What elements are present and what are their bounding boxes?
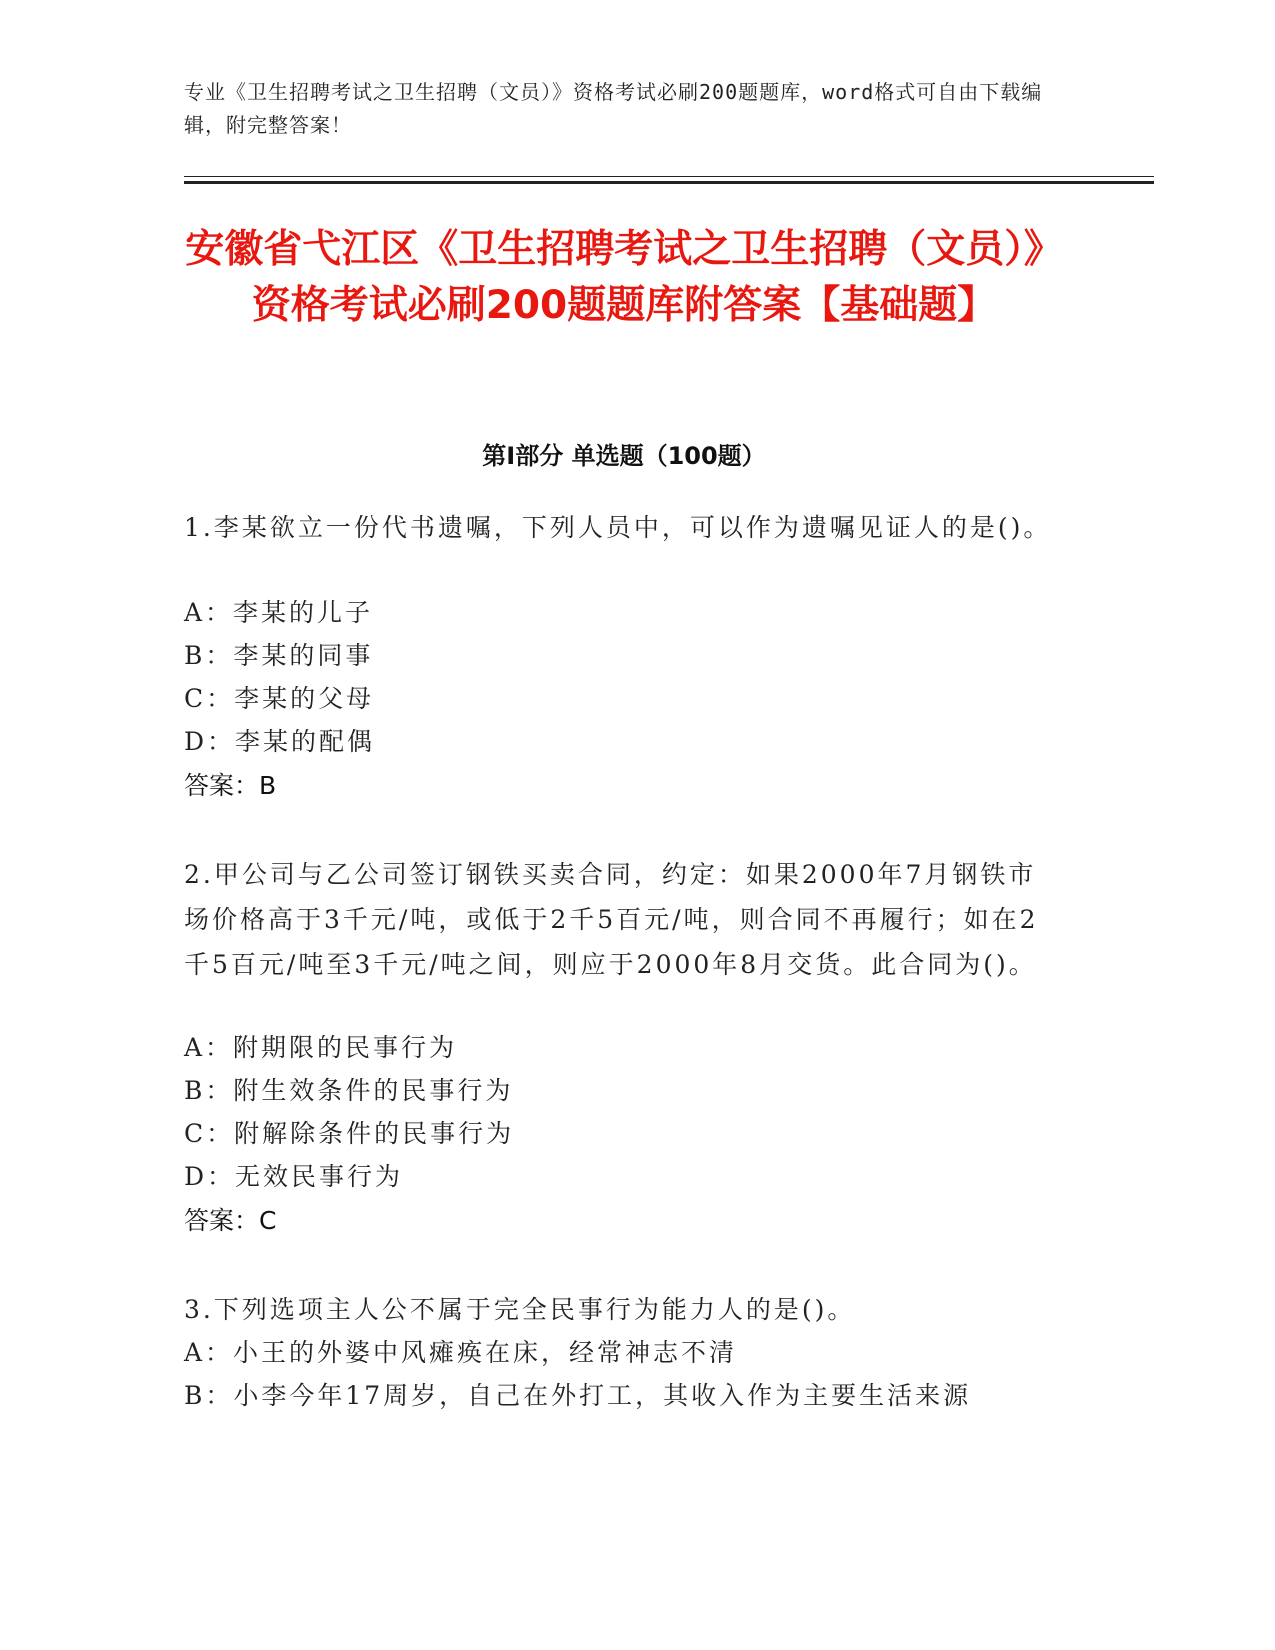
question-2-option-c: C：附解除条件的民事行为	[184, 1119, 515, 1148]
question-2-text: 2.甲公司与乙公司签订钢铁买卖合同，约定：如果2000年7月钢铁市场价格高于3千元/吨，或低于2千5百元/吨，则合同不再履行；如在2千5百元/吨至3千元/吨之间，则应于2000年8月交货。此合同为()。	[184, 860, 1039, 979]
document-title: 安徽省弋江区《卫生招聘考试之卫生招聘（文员）》资格考试必刷200题题库附答案【基础题】	[185, 227, 1063, 328]
header-divider-thin	[184, 176, 1154, 177]
header-note: 专业《卫生招聘考试之卫生招聘（文员）》资格考试必刷200题题库，word格式可自由下载编辑，附完整答案！	[184, 80, 1043, 137]
question-2-option-b: B：附生效条件的民事行为	[184, 1076, 514, 1105]
question-3-option-a: A：小王的外婆中风瘫痪在床，经常神志不清	[184, 1338, 738, 1367]
question-2-option-d: D：无效民事行为	[184, 1162, 404, 1191]
question-3-option-b: B：小李今年17周岁，自己在外打工，其收入作为主要生活来源	[184, 1381, 972, 1410]
question-1-option-d: D：李某的配偶	[184, 727, 376, 756]
section-heading: 第Ⅰ部分 单选题（100题）	[482, 442, 766, 470]
question-1-option-a: A：李某的儿子	[184, 598, 374, 627]
question-2-option-a: A：附期限的民事行为	[184, 1033, 458, 1062]
question-3-text: 3.下列选项主人公不属于完全民事行为能力人的是()。	[184, 1295, 856, 1324]
question-1-option-c: C：李某的父母	[184, 684, 375, 713]
header-divider-thick	[184, 181, 1154, 184]
question-1-text: 1.李某欲立一份代书遗嘱，下列人员中，可以作为遗嘱见证人的是()。	[184, 513, 1052, 542]
question-1-option-b: B：李某的同事	[184, 641, 374, 670]
question-1-answer: 答案：B	[184, 771, 277, 800]
question-2-answer: 答案：C	[184, 1206, 277, 1235]
